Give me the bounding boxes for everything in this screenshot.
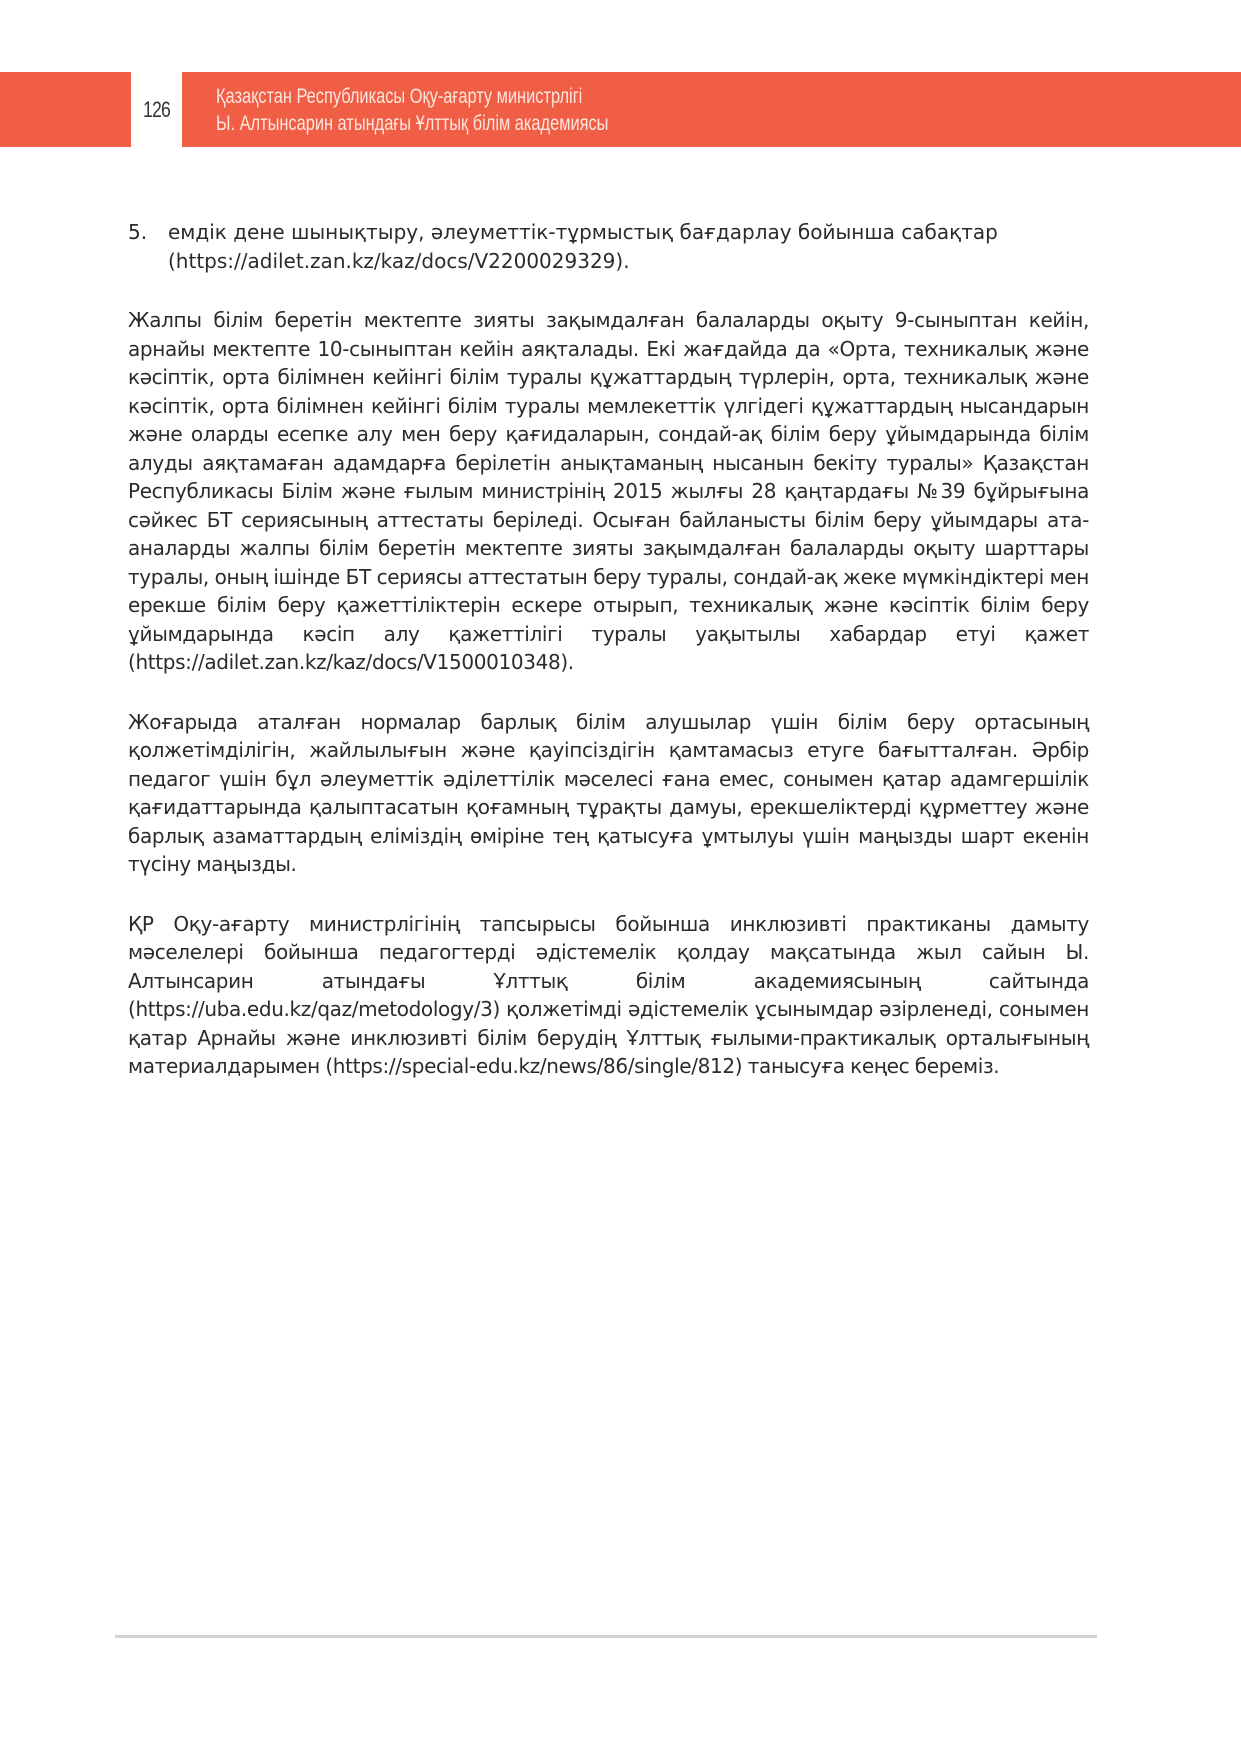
list-item bbox=[128, 218, 1089, 275]
page-number: 126 bbox=[143, 96, 170, 122]
list-item-number: 5. bbox=[128, 220, 148, 244]
paragraph-norms-accessibility: Жоғарыда аталған нормалар барлық білім алушылар үшін білім беру ортасының қолжетімділігін, жайлылығын және қауіпсіздігін қамтамасыз етуге бағытталған. Әрбір педагог үшін бұл әлеуметтік әділеттілік мәселесі ғана емес, сонымен қатар адамгершілік қағидаттарында қалыптасатын қоғамның тұрақты дамуы, ерекшеліктерді құрметтеу және барлық азаматтардың еліміздің өміріне тең қатысуға ұмтылуы үшін маңызды шарт екенін түсіну маңызды. bbox=[128, 709, 1089, 876]
running-header bbox=[182, 72, 1241, 147]
header-ministry-title: Қазақстан Республикасы Оқу-ағарту министрлігі bbox=[216, 85, 583, 108]
page-body bbox=[128, 218, 1089, 1112]
footer-divider bbox=[115, 1635, 1097, 1638]
paragraph-methodological-support: ҚР Оқу-ағарту министрлігінің тапсырысы бойынша инклюзивті практиканы дамыту мәселелері бойынша педагогтерді әдістемелік қолдау мақсатында жыл сайын Ы. Алтынсарин атындағы Ұлттық білім академиясының сайтында (https://uba.edu.kz/qaz/metodology/3) қолжетімді әдістемелік ұсынымдар әзірленеді, сонымен қатар Арнайы және инклюзивті білім берудің Ұлттық ғылыми-практикалық орталығының материалдарымен (https://special-edu.kz/news/86/single/812) танысуға кеңес береміз. bbox=[128, 911, 1089, 1078]
paragraph-certificate-issuance: Жалпы білім беретін мектепте зияты зақымдалған балаларды оқыту 9-сыныптан кейін, арнайы мектепте 10-сыныптан кейін аяқталады. Екі жағдайда да «Орта, техникалық және кәсіптік, орта білімнен кейінгі білім туралы құжаттардың түрлерін, орта, техникалық және кәсіптік, орта білімнен кейінгі білім туралы мемлекеттік үлгідегі құжаттардың нысандарын және оларды есепке алу мен беру қағидаларын, сондай-ақ білім беру ұйымдарында білім алуды аяқтамаған адамдарға берілетін анықтаманың нысанын бекіту туралы» Қазақстан Республикасы Білім және ғылым министрінің 2015 жылғы 28 қаңтардағы №39 бұйрығына сәйкес БТ сериясының аттестаты беріледі. Осыған байланысты білім беру ұйымдары ата-аналарды жалпы білім беретін мектепте зияты зақымдалған балаларды оқыту шарттары туралы, оның ішінде БТ сериясы аттестатын беру туралы, сондай-ақ жеке мүмкіндіктері мен ерекше білім беру қажеттіліктерін ескере отырып, техникалық және кәсіптік білім беру ұйымдарында кәсіп алу қажеттілігі туралы уақытылы хабардар етуі қажет (https://adilet.zan.kz/kaz/docs/V1500010348). bbox=[128, 308, 1089, 674]
list-item-text: емдік дене шынықтыру, әлеуметтік-тұрмыстық бағдарлау бойынша сабақтар (https://adilet.zan.kz/kaz/docs/V2200029329). bbox=[168, 220, 998, 273]
header-accent-block bbox=[0, 72, 131, 147]
header-academy-title: Ы. Алтынсарин атындағы Ұлттық білім академиясы bbox=[216, 112, 609, 135]
